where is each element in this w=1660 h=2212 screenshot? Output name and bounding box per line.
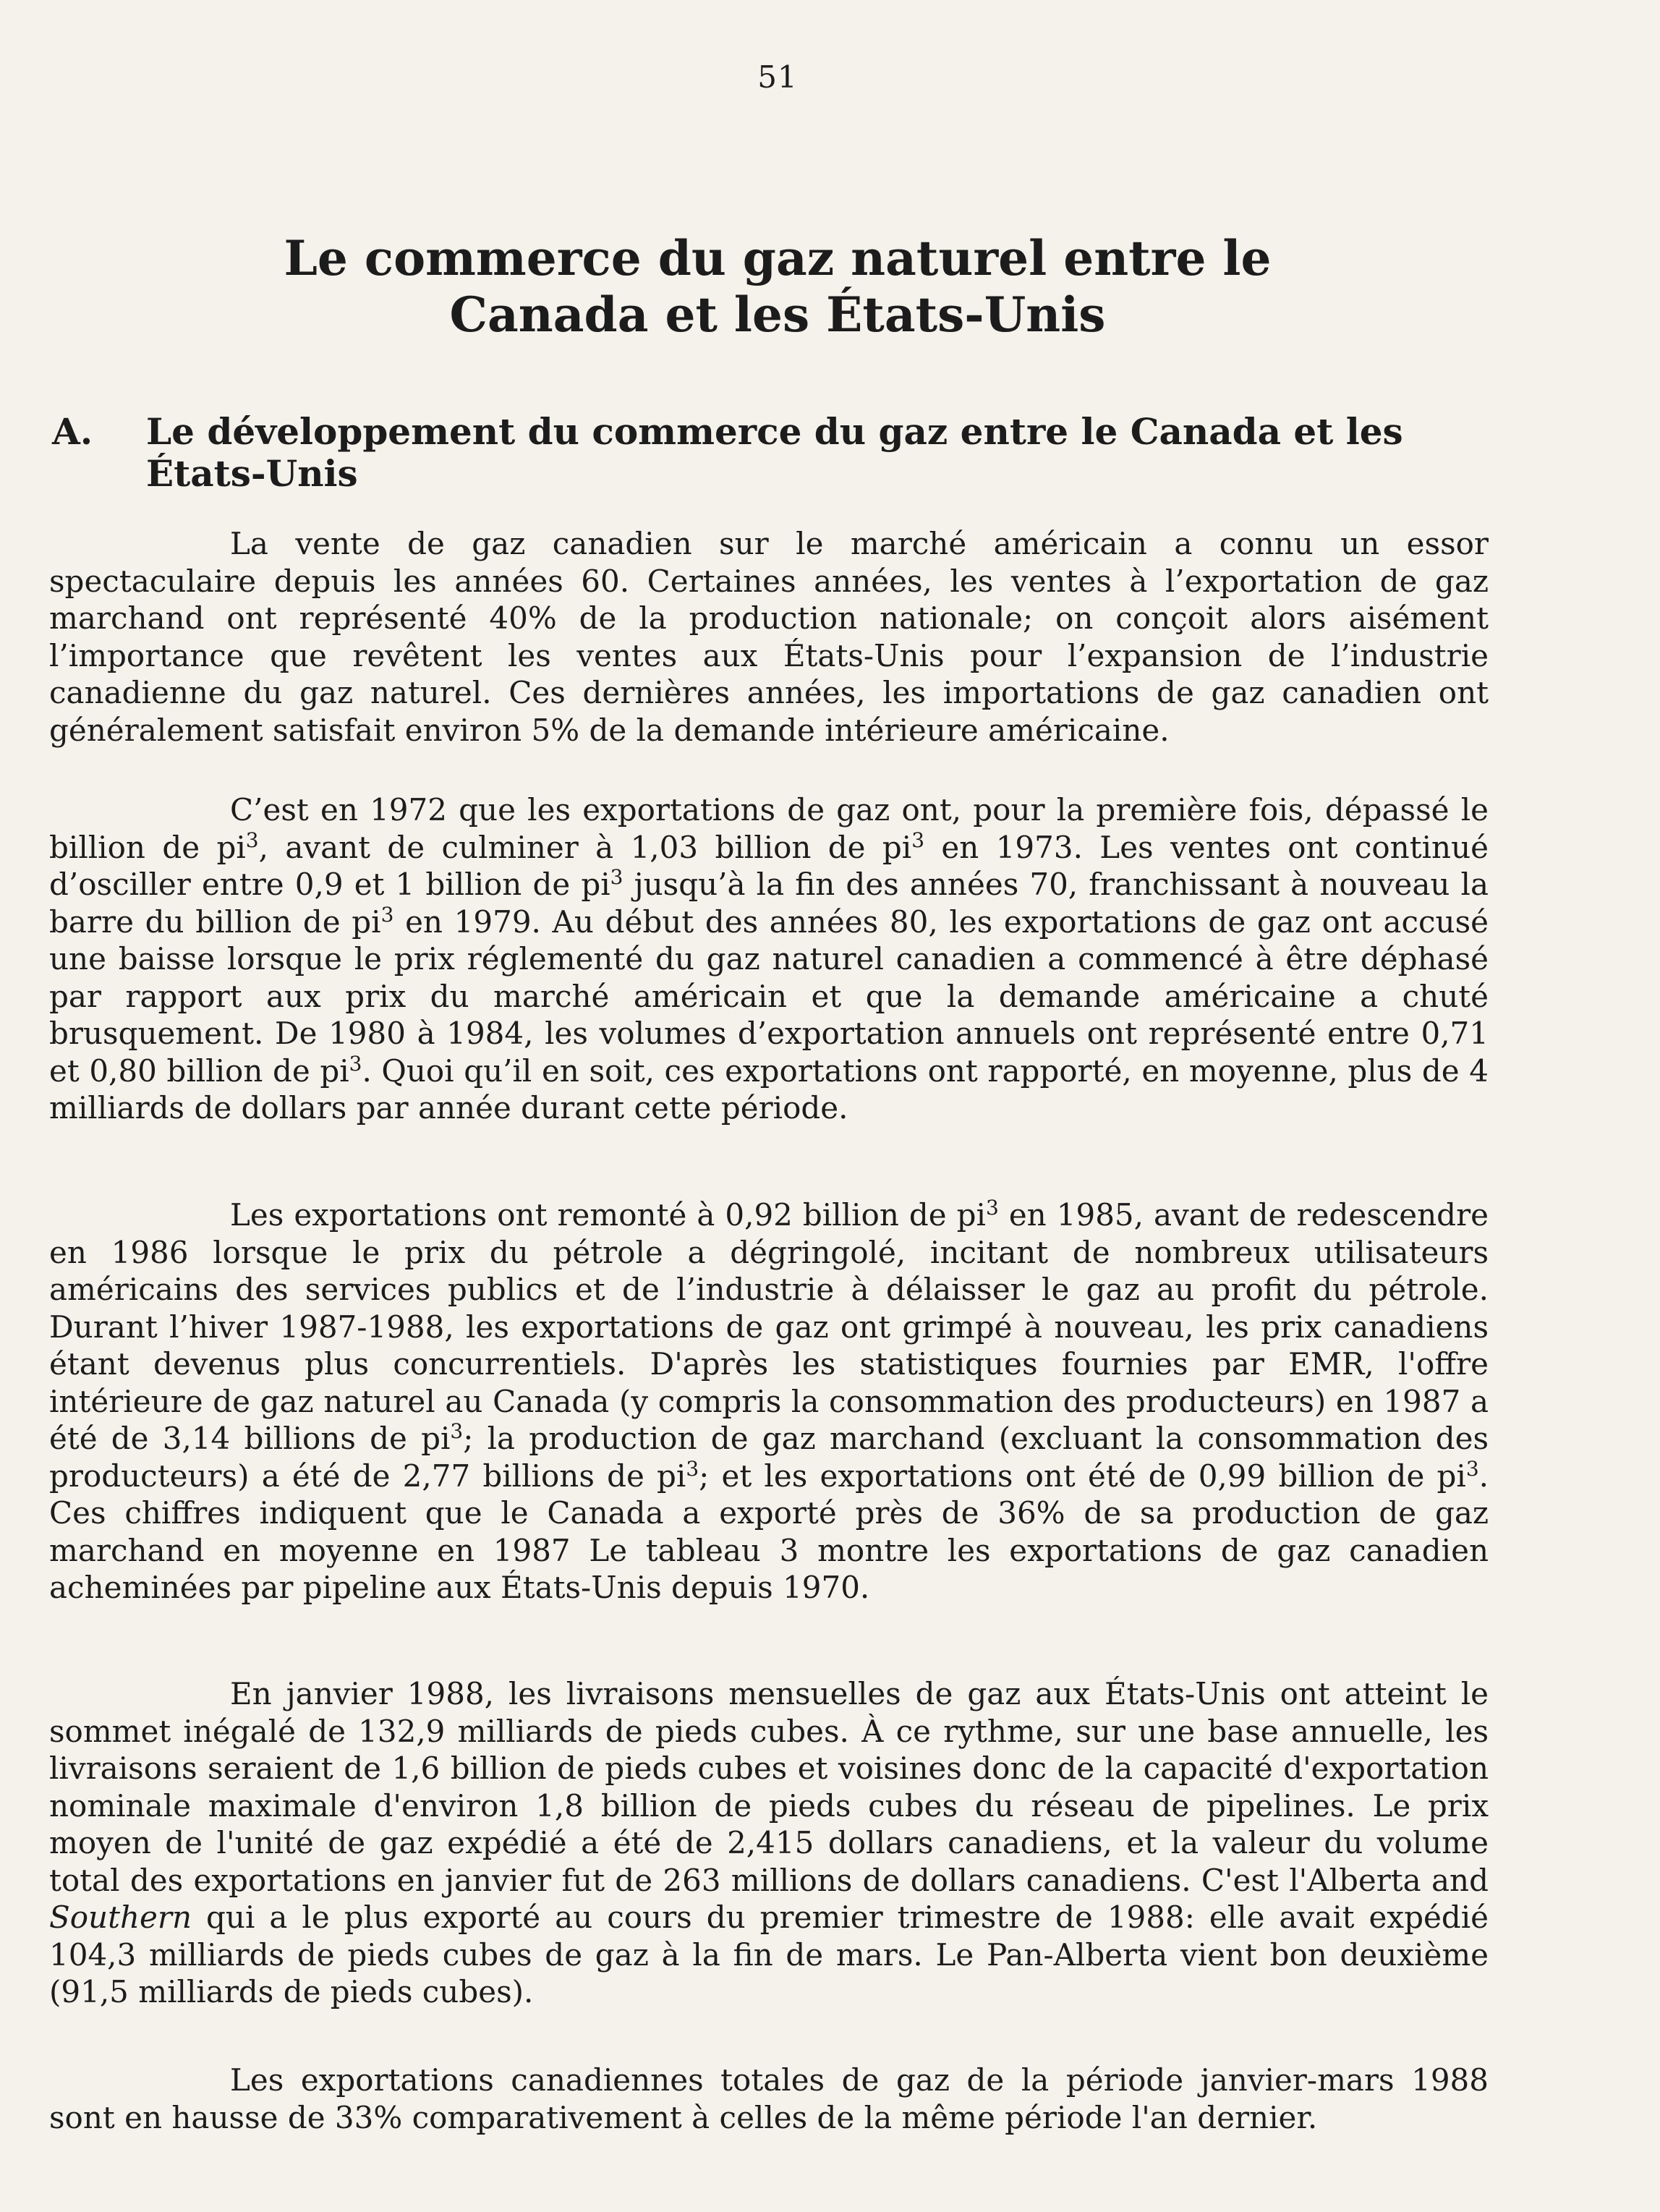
page-title <box>0 230 1555 343</box>
page-title-line-2: Canada et les États-Unis <box>449 286 1106 343</box>
paragraph-4-text: qui a le plus exporté au cours du premier trimestre de 1988: elle avait expédié 104,3 milliards de pieds cubes de gaz à la fin de mars. Le Pan-Alberta vient bon deuxième (91,5 milliards de pieds cubes). <box>49 1900 1489 2009</box>
page-title-line-1: Le commerce du gaz naturel entre le <box>284 230 1272 286</box>
paragraph-4-text: En janvier 1988, les livraisons mensuelles de gaz aux États-Unis ont atteint le sommet inégalé de 132,9 milliards de pieds cubes. À ce rythme, sur une base annuelle, les livraisons seraient de 1,6 billion de pieds cubes et voisines donc de la capacité d'exportation nominale maximale d'environ 1,8 billion de pieds cubes du réseau de pipelines. Le prix moyen de l'unité de gaz expédié a été de 2,415 dollars canadiens, et la valeur du volume total des exportations en janvier fut de 263 millions de dollars canadiens. C'est l'Alberta and <box>49 1676 1489 1898</box>
paragraph-3-text: . Ces chiffres indiquent que le Canada a exporté près de 36% de sa production de gaz marchand en moyenne en 1987 Le tableau 3 montre les exportations de gaz canadien acheminées par pipeline aux États-Unis depuis 1970. <box>49 1458 1489 1605</box>
paragraph-5: Les exportations canadiennes totales de gaz de la période janvier-mars 1988 sont en hausse de 33% comparativement à celles de la même période l'an dernier. <box>49 2062 1489 2135</box>
paragraph-2-text: en 1973. Les ventes ont continué d’osciller entre 0,9 et 1 billion de pi <box>49 829 1489 902</box>
section-heading-text: Le développement du commerce du gaz entre le Canada et les États-Unis <box>146 410 1403 495</box>
paragraph-3-text: ; la production de gaz marchand (excluant la consommation des producteurs) a été de 2,77 billions de pi <box>49 1421 1489 1494</box>
superscript: 3 <box>450 1419 464 1443</box>
paragraph-4 <box>49 1675 1489 2011</box>
section-letter: A. <box>52 410 93 453</box>
superscript: 3 <box>686 1456 699 1481</box>
paragraph-3-text: Les exportations ont remonté à 0,92 billion de pi <box>230 1197 986 1233</box>
paragraph-3-text: ; et les exportations ont été de 0,99 billion de pi <box>699 1458 1466 1494</box>
section-heading <box>52 411 1506 495</box>
superscript: 3 <box>911 828 925 852</box>
superscript: 3 <box>380 902 394 927</box>
paragraph-2-text: , avant de culminer à 1,03 billion de pi <box>258 829 912 865</box>
paragraph-2-text: . Quoi qu’il en soit, ces exportations ont rapporté, en moyenne, plus de 4 milliards de dollars par année durant cette période. <box>49 1052 1489 1126</box>
paragraph-1: La vente de gaz canadien sur le marché américain a connu un essor spectaculaire depuis les années 60. Certaines années, les ventes à l’exportation de gaz marchand ont représenté 40% de la production nationale; on conçoit alors aisément l’importance que revêtent les ventes aux États-Unis pour l’expansion de l’industrie canadienne du gaz naturel. Ces dernières années, les importations de gaz canadien ont généralement satisfait environ 5% de la demande intérieure américaine. <box>49 526 1489 748</box>
paragraph-2-text: en 1979. Au début des années 80, les exportations de gaz ont accusé une baisse lorsque le prix réglementé du gaz naturel canadien a commencé à être déphasé par rapport aux prix du marché américain et que la demande américaine a chuté brusquement. De 1980 à 1984, les volumes d’exportation annuels ont représenté entre 0,71 et 0,80 billion de pi <box>49 903 1489 1089</box>
superscript: 3 <box>985 1196 999 1220</box>
superscript: 3 <box>245 828 259 852</box>
superscript: 3 <box>349 1051 362 1076</box>
paragraph-4-italic: Southern <box>49 1900 192 1935</box>
paragraph-2 <box>49 791 1489 1127</box>
paragraph-3 <box>49 1196 1489 1607</box>
paragraph-2-text: C’est en 1972 que les exportations de gaz ont, pour la première fois, dépassé le billion de pi <box>49 792 1489 865</box>
superscript: 3 <box>1465 1456 1479 1481</box>
page-number: 51 <box>757 59 798 95</box>
paragraph-3-text: en 1985, avant de redescendre en 1986 lorsque le prix du pétrole a dégringolé, incitant de nombreux utilisateurs américains des services publics et de l’industrie à délaisser le gaz au profit du pétrole. Durant l’hiver 1987-1988, les exportations de gaz ont grimpé à nouveau, les prix canadiens étant devenus plus concurrentiels. D'après les statistiques fournies par EMR, l'offre intérieure de gaz naturel au Canada (y compris la consommation des producteurs) en 1987 a été de 3,14 billions de pi <box>49 1197 1489 1456</box>
superscript: 3 <box>610 865 623 889</box>
paragraph-2-text: jusqu’à la fin des années 70, franchissant à nouveau la barre du billion de pi <box>49 867 1489 940</box>
